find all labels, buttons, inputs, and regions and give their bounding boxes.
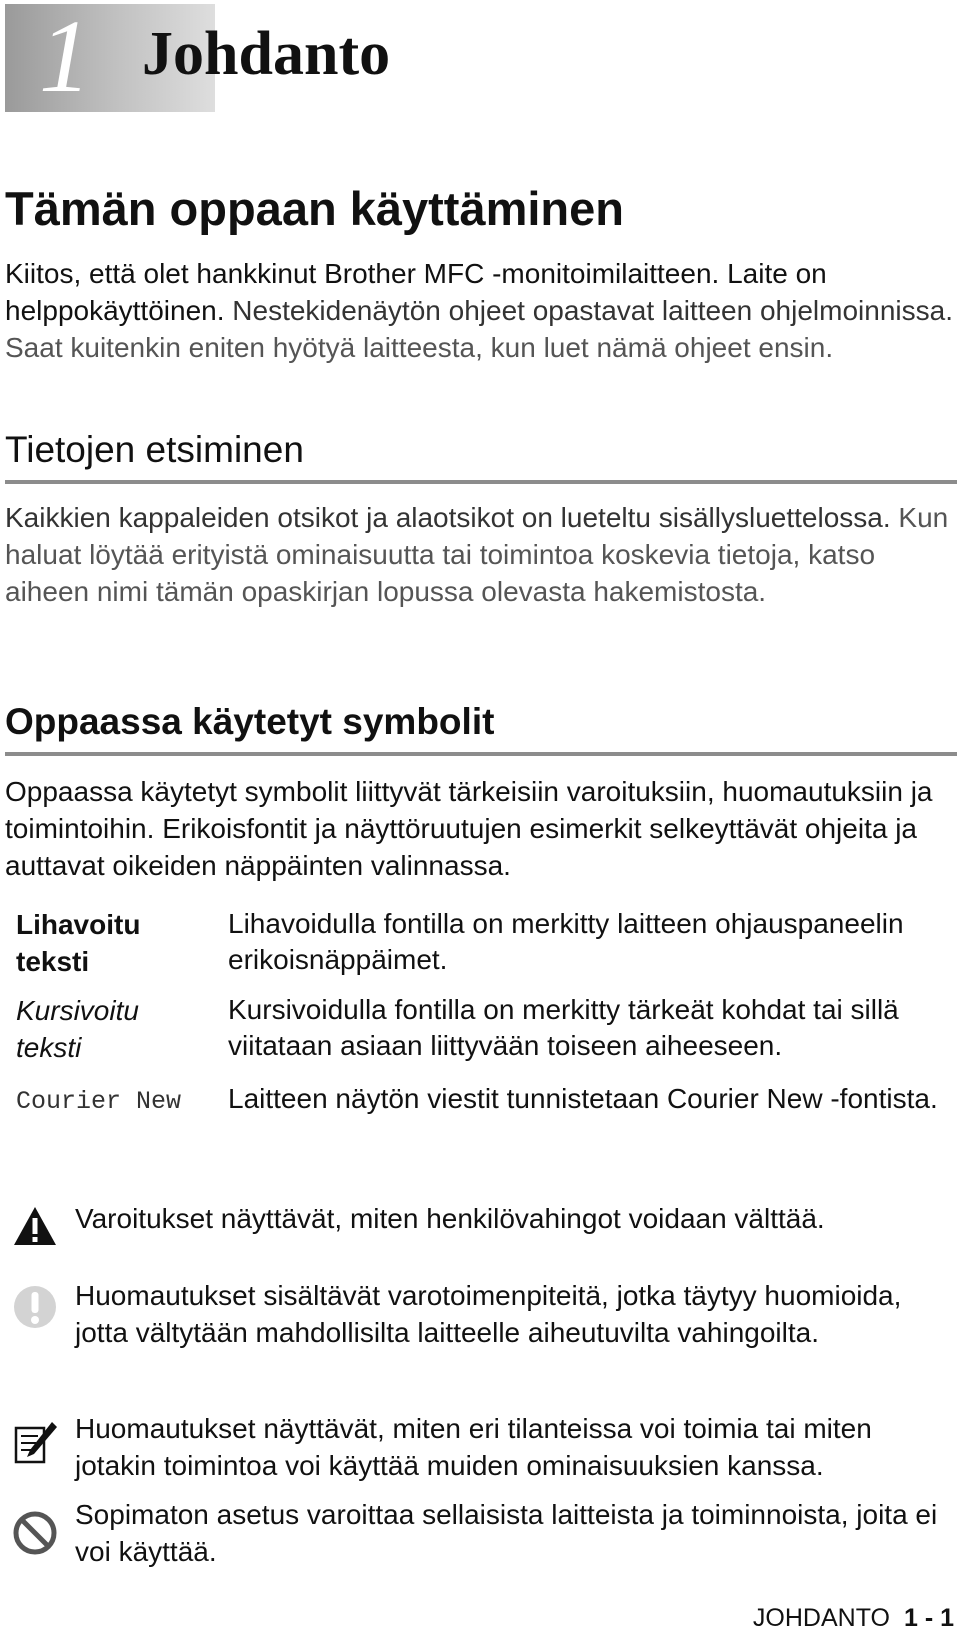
prohibited-icon [12, 1510, 58, 1556]
intro-text-3: Saat kuitenkin eniten hyötyä laitteesta, kun luet nämä ohjeet ensin. [5, 332, 834, 363]
finding-heading-rule [5, 480, 957, 484]
symbols-heading: Oppaassa käytetyt symbolit [5, 701, 495, 742]
note-text-warning: Varoitukset näyttävät, miten henkilövahingot voidaan välttää. [75, 1203, 825, 1234]
finding-text-1: Kaikkien kappaleiden otsikot ja alaotsikot on lueteltu sisällysluettelossa. [5, 502, 899, 533]
note-text-tip: Huomautukset näyttävät, miten eri tilanteissa voi toimia tai miten jotakin toimintoa voi käyttää muiden ominaisuuksien kanssa. [75, 1413, 872, 1481]
intro-paragraph [5, 255, 955, 366]
intro-text-1: Kiitos, että olet hankkinut Brother MFC -monitoimilaitteen. Laite on helppokäyttöinen. [5, 258, 827, 326]
symbols-text-1: Oppaassa käytetyt symbolit liittyvät tärkeisiin varoituksiin, huomautuksiin ja toimintoihin. [5, 776, 933, 844]
intro-text-2: Nestekidenäytön ohjeet opastavat laitteen ohjelmoinnissa. [232, 295, 953, 326]
symbols-heading-rule [5, 752, 957, 756]
finding-paragraph [5, 499, 955, 610]
chapter-title: Johdanto [142, 20, 391, 88]
page-footer [753, 1602, 954, 1634]
note-text-caution: Huomautukset sisältävät varotoimenpiteitä, jotka täytyy huomioida, jotta vältytään mahdollisilta laitteelle aiheutuvilta vahingoilta. [75, 1280, 902, 1348]
warning-triangle-icon [12, 1203, 58, 1249]
symbol-term-courier: Courier New [16, 1087, 182, 1116]
page-number: 1 - 1 [903, 1604, 954, 1632]
symbol-desc-italic: Kursivoidulla fontilla on merkitty tärkeät kohdat tai sillä viitataan asiaan liittyvään toiseen aiheeseen. [228, 994, 899, 1061]
symbol-term-italic: Kursivoitu teksti [16, 995, 139, 1063]
symbol-desc-courier: Laitteen näytön viestit tunnistetaan Courier New -fontista. [228, 1083, 938, 1114]
symbols-paragraph [5, 773, 955, 884]
finding-heading: Tietojen etsiminen [5, 429, 304, 470]
finding-text-2: Kun haluat löytää erityistä ominaisuutta tai toimintoa koskevia tietoja, katso aiheen nimi tämän opaskirjan lopussa olevasta hakemistosta. [5, 502, 949, 607]
section-title: Tämän oppaan käyttäminen [5, 182, 624, 235]
symbol-desc-bold: Lihavoidulla fontilla on merkitty laitteen ohjauspaneelin erikoisnäppäimet. [228, 908, 904, 975]
note-text-prohibited: Sopimaton asetus varoittaa sellaisista laitteista ja toiminnoista, joita ei voi käyttää. [75, 1499, 938, 1567]
chapter-number: 1 [39, 0, 91, 114]
note-pencil-icon [12, 1420, 58, 1466]
footer-label: JOHDANTO [752, 1604, 890, 1632]
caution-exclamation-icon [12, 1284, 58, 1330]
symbol-term-bold: Lihavoitu teksti [16, 909, 141, 977]
symbols-text-2: Erikoisfontit ja näyttöruutujen esimerkit selkeyttävät ohjeita ja auttavat oikeiden näppäinten valinnassa. [5, 813, 917, 881]
